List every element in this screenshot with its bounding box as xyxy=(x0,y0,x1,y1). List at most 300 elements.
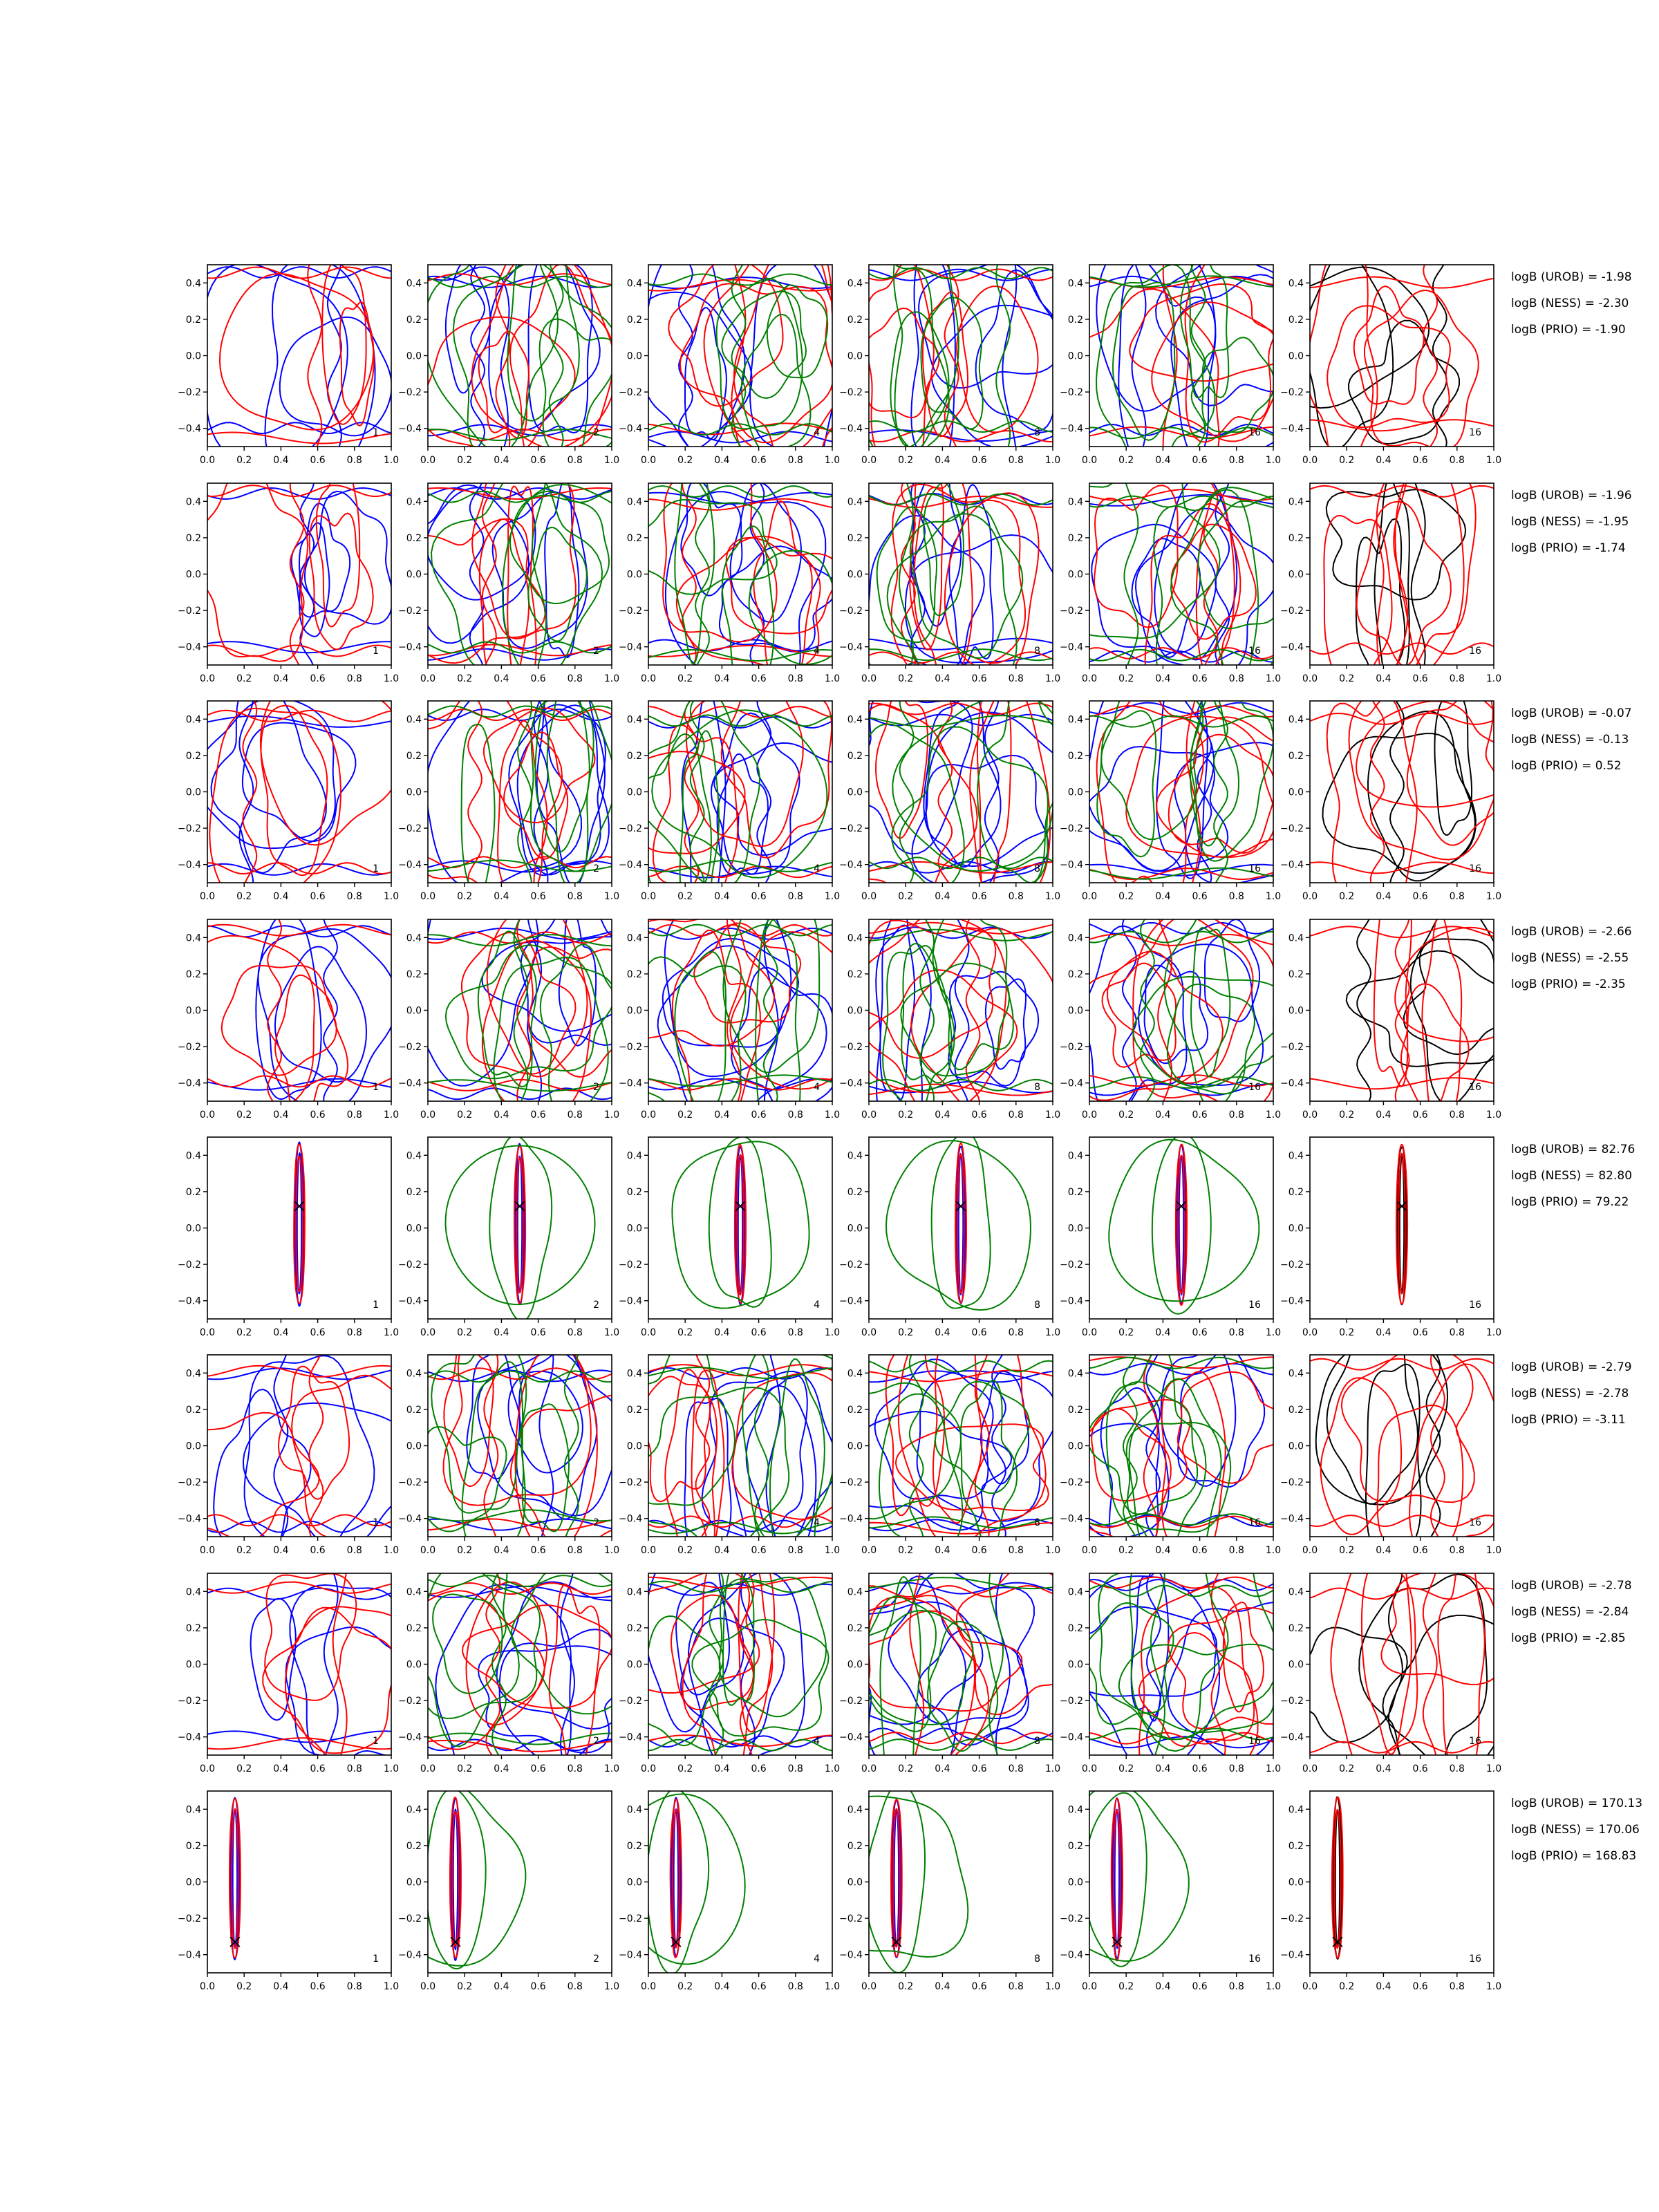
panel-r3-c4 xyxy=(839,653,1077,926)
y-tick-label: 0.2 xyxy=(406,1622,422,1634)
blue-contour xyxy=(976,270,1059,431)
y-tick-label: 0.0 xyxy=(1067,1877,1083,1888)
panel-label: 1 xyxy=(373,1736,379,1747)
y-tick-label: 0.4 xyxy=(185,1150,201,1162)
y-tick-label: 0.2 xyxy=(185,750,201,762)
y-tick-label: −0.2 xyxy=(1060,1259,1083,1271)
x-tick-label: 0.8 xyxy=(346,1109,362,1121)
y-tick-label: −0.2 xyxy=(398,1913,422,1925)
green-contour xyxy=(869,1739,1053,1750)
x-tick-label: 0.4 xyxy=(935,1981,950,1992)
panel-label: 8 xyxy=(1034,1517,1040,1528)
y-tick-label: 0.4 xyxy=(847,1150,863,1162)
x-tick-label: 0.6 xyxy=(971,1763,987,1774)
blue-contour xyxy=(500,1629,639,1764)
y-tick-label: −0.2 xyxy=(398,823,422,835)
y-tick-label: −0.2 xyxy=(1280,1477,1304,1489)
x-tick-label: 0.2 xyxy=(898,455,914,466)
y-tick-label: 0.4 xyxy=(1067,1150,1083,1162)
y-tick-label: 0.2 xyxy=(1288,750,1304,762)
y-tick-label: 0.4 xyxy=(406,1804,422,1816)
blue-contour xyxy=(876,925,931,1134)
x-tick-label: 0.2 xyxy=(1339,1109,1355,1121)
panel-label: 8 xyxy=(1034,1300,1040,1311)
contour-lines xyxy=(229,1798,241,1960)
blue-contour xyxy=(1132,538,1201,657)
panel-r6-c3 xyxy=(619,1333,873,1591)
x-tick-label: 0.4 xyxy=(494,1545,509,1556)
x-tick-label: 0.2 xyxy=(236,1981,252,1992)
x-tick-label: 0.6 xyxy=(310,891,326,902)
y-tick-label: −0.2 xyxy=(839,387,863,399)
panel-r8-c2 xyxy=(389,1780,619,1992)
x-tick-label: 1.0 xyxy=(1485,1981,1502,1992)
x-tick-label: 1.0 xyxy=(1044,1109,1061,1121)
x-tick-label: 1.0 xyxy=(603,1545,620,1556)
y-tick-label: 0.0 xyxy=(847,787,863,798)
y-tick-label: 0.0 xyxy=(406,1223,422,1235)
x-tick-label: 0.6 xyxy=(530,1327,546,1338)
x-tick-label: 0.6 xyxy=(751,673,767,684)
x-tick-label: 1.0 xyxy=(383,1327,400,1338)
panel-label: 1 xyxy=(373,646,379,657)
x-tick-label: 0.4 xyxy=(273,1981,289,1992)
x-tick-label: 0.2 xyxy=(236,1109,252,1121)
x-tick-label: 0.2 xyxy=(898,1545,914,1556)
x-tick-label: 1.0 xyxy=(1485,1109,1502,1121)
y-tick-label: −0.4 xyxy=(1280,1732,1304,1743)
y-tick-label: −0.4 xyxy=(1280,1949,1304,1961)
red-contour xyxy=(207,863,391,874)
blue-contour xyxy=(305,491,393,624)
x-tick-label: 1.0 xyxy=(1044,1981,1061,1992)
x-tick-label: 0.4 xyxy=(714,455,730,466)
y-tick-label: 0.0 xyxy=(1288,1005,1304,1017)
y-tick-label: 0.4 xyxy=(1067,714,1083,726)
panel-label: 2 xyxy=(593,427,599,438)
y-tick-label: 0.4 xyxy=(847,1368,863,1380)
panel-label: 1 xyxy=(373,1082,379,1093)
x-tick-label: 0.0 xyxy=(420,1109,436,1121)
black-contour xyxy=(1335,1810,1340,1945)
panel-r3-c3 xyxy=(619,655,865,930)
y-tick-label: 0.2 xyxy=(1067,314,1083,326)
y-tick-label: −0.4 xyxy=(839,859,863,871)
x-tick-label: 0.8 xyxy=(1008,1545,1024,1556)
red-contour xyxy=(1310,1588,1494,1600)
x-tick-label: 0.8 xyxy=(1449,1327,1465,1338)
x-tick-label: 0.8 xyxy=(567,455,583,466)
x-tick-label: 0.4 xyxy=(273,673,289,684)
x-tick-label: 0.4 xyxy=(1155,673,1171,684)
y-tick-label: 0.2 xyxy=(1288,1840,1304,1852)
axes-frame xyxy=(207,701,391,883)
x-tick-label: 0.0 xyxy=(1302,891,1318,902)
panel-r2-c2 xyxy=(395,442,659,707)
x-tick-label: 1.0 xyxy=(383,1981,400,1992)
x-tick-label: 0.4 xyxy=(935,891,950,902)
x-tick-label: 0.2 xyxy=(677,1545,693,1556)
x-tick-label: 1.0 xyxy=(1044,673,1061,684)
y-tick-label: 0.4 xyxy=(1288,1150,1304,1162)
x-tick-label: 0.0 xyxy=(199,891,216,902)
x-tick-label: 0.2 xyxy=(236,1763,252,1774)
green-contour xyxy=(1151,1573,1165,1755)
x-tick-label: 0.8 xyxy=(1449,1545,1465,1556)
x-tick-label: 0.0 xyxy=(1302,1545,1318,1556)
y-tick-label: 0.0 xyxy=(626,1877,642,1888)
x-tick-label: 1.0 xyxy=(1485,455,1502,466)
y-tick-label: 0.2 xyxy=(406,532,422,544)
y-tick-label: 0.4 xyxy=(847,496,863,508)
blue-contour xyxy=(204,263,348,467)
y-tick-label: 0.2 xyxy=(847,1186,863,1198)
y-tick-label: 0.2 xyxy=(1067,968,1083,980)
y-tick-label: −0.2 xyxy=(619,823,642,835)
x-tick-label: 0.2 xyxy=(457,1545,473,1556)
y-tick-label: −0.4 xyxy=(1060,859,1083,871)
x-tick-label: 1.0 xyxy=(1265,455,1282,466)
panel-label: 2 xyxy=(593,646,599,657)
panel-r8-c6 xyxy=(1280,1791,1501,1992)
panel-label: 4 xyxy=(814,1736,820,1747)
red-contour xyxy=(1091,1400,1190,1501)
x-tick-label: 1.0 xyxy=(603,455,620,466)
y-tick-label: 0.0 xyxy=(185,1441,201,1452)
y-tick-label: 0.0 xyxy=(626,787,642,798)
y-tick-label: 0.4 xyxy=(847,1804,863,1816)
black-contour xyxy=(1357,919,1371,1101)
y-tick-label: 0.4 xyxy=(626,714,642,726)
y-tick-label: 0.2 xyxy=(1067,1404,1083,1416)
panel-r5-c4 xyxy=(839,1132,1060,1338)
x-tick-label: 0.8 xyxy=(567,1327,583,1338)
axes-frame xyxy=(207,1355,391,1537)
logb-annotation: logB (UROB) = 82.76 xyxy=(1511,1143,1635,1156)
x-tick-label: 0.8 xyxy=(1228,1109,1244,1121)
contour-lines xyxy=(1396,1145,1407,1305)
red-contour xyxy=(977,653,1011,901)
blue-contour xyxy=(561,1573,574,1755)
panel-label: 16 xyxy=(1248,1300,1261,1311)
logb-annotation: logB (PRIO) = 79.22 xyxy=(1511,1195,1629,1209)
red-contour xyxy=(1422,913,1461,1120)
panel-r6-c4 xyxy=(832,1313,1060,1556)
logb-annotation: logB (NESS) = -2.84 xyxy=(1511,1605,1629,1619)
contour-lines xyxy=(294,1143,305,1306)
x-tick-label: 0.4 xyxy=(1155,1763,1171,1774)
panel-r7-c5 xyxy=(1042,1530,1309,1801)
y-tick-label: 0.4 xyxy=(185,1586,201,1598)
y-tick-label: −0.4 xyxy=(398,1732,422,1743)
x-tick-label: 0.6 xyxy=(1412,1327,1428,1338)
x-tick-label: 1.0 xyxy=(383,1109,400,1121)
x-tick-label: 0.2 xyxy=(1339,1327,1355,1338)
panel-r8-c3 xyxy=(600,1789,841,1992)
x-tick-label: 0.6 xyxy=(1192,1981,1208,1992)
black-contour xyxy=(1305,251,1393,449)
x-tick-label: 0.2 xyxy=(457,673,473,684)
y-tick-label: 0.2 xyxy=(185,968,201,980)
y-tick-label: −0.4 xyxy=(1280,1078,1304,1089)
panel-label: 16 xyxy=(1469,1517,1481,1528)
contour-lines xyxy=(194,453,393,665)
contour-lines xyxy=(886,1132,1031,1310)
green-contour xyxy=(717,279,803,429)
red-contour xyxy=(1395,928,1529,1042)
panel-label: 1 xyxy=(373,1300,379,1311)
panel-r7-c2 xyxy=(379,1529,652,1810)
panel-r2-c5 xyxy=(1053,438,1310,719)
y-tick-label: 0.4 xyxy=(406,496,422,508)
green-contour xyxy=(749,551,846,665)
red-contour xyxy=(1362,1539,1412,1754)
x-tick-label: 0.2 xyxy=(457,1763,473,1774)
panel-r3-c6 xyxy=(1280,655,1519,913)
x-tick-label: 0.8 xyxy=(1228,1763,1244,1774)
green-contour xyxy=(428,1734,612,1745)
x-tick-label: 0.6 xyxy=(751,1327,767,1338)
red-contour xyxy=(673,930,760,1124)
x-tick-label: 0.0 xyxy=(861,1763,877,1774)
blue-contour xyxy=(324,919,337,1101)
x-tick-label: 1.0 xyxy=(824,1327,841,1338)
panel-label: 1 xyxy=(373,427,379,438)
x-tick-label: 0.4 xyxy=(714,673,730,684)
x-tick-label: 0.8 xyxy=(1449,891,1465,902)
contour-lines xyxy=(418,1327,644,1612)
red-contour xyxy=(1310,1742,1494,1753)
contour-lines xyxy=(204,259,392,475)
y-tick-label: −0.4 xyxy=(398,859,422,871)
contour-lines xyxy=(624,655,865,930)
panel-label: 16 xyxy=(1469,1082,1481,1093)
blue-contour xyxy=(926,713,1077,867)
y-tick-label: −0.2 xyxy=(1060,1477,1083,1489)
panel-label: 16 xyxy=(1469,427,1481,438)
x-tick-label: 0.4 xyxy=(273,1545,289,1556)
contour-lines xyxy=(672,1136,809,1308)
y-tick-label: −0.4 xyxy=(619,1513,642,1525)
panel-label: 16 xyxy=(1248,1517,1261,1528)
x-tick-label: 0.2 xyxy=(236,455,252,466)
x-tick-label: 0.4 xyxy=(714,1545,730,1556)
logb-annotation: logB (UROB) = -2.66 xyxy=(1511,925,1632,939)
x-tick-label: 0.6 xyxy=(971,1545,987,1556)
x-tick-label: 0.4 xyxy=(1376,455,1391,466)
panel-r3-c1 xyxy=(178,676,404,913)
x-tick-label: 0.4 xyxy=(714,1327,730,1338)
axes-frame xyxy=(869,1573,1053,1755)
x-tick-label: 0.6 xyxy=(1412,1981,1428,1992)
blue-contour xyxy=(1123,919,1136,1101)
x-tick-label: 0.0 xyxy=(640,1109,657,1121)
green-contour xyxy=(1199,501,1293,629)
x-tick-label: 0.8 xyxy=(1008,455,1024,466)
x-tick-label: 0.0 xyxy=(861,1981,877,1992)
x-tick-label: 0.4 xyxy=(1376,673,1391,684)
x-tick-label: 0.6 xyxy=(751,455,767,466)
green-contour xyxy=(1154,489,1258,702)
red-contour xyxy=(1409,1365,1511,1557)
green-contour xyxy=(407,1564,540,1718)
panel-r8-c4 xyxy=(830,1783,1060,1992)
y-tick-label: 0.4 xyxy=(1288,278,1304,290)
x-tick-label: 1.0 xyxy=(603,1109,620,1121)
x-tick-label: 0.0 xyxy=(1081,1545,1098,1556)
x-tick-label: 0.2 xyxy=(1339,891,1355,902)
panel-label: 2 xyxy=(593,1953,599,1965)
y-tick-label: −0.2 xyxy=(398,1259,422,1271)
panel-r6-c5 xyxy=(1060,1346,1291,1564)
panel-r2-c3 xyxy=(619,451,846,711)
blue-contour xyxy=(869,430,1053,441)
y-tick-label: 0.2 xyxy=(626,1404,642,1416)
y-tick-label: 0.4 xyxy=(185,1804,201,1816)
panel-r6-c1 xyxy=(169,1355,420,1571)
green-contour xyxy=(723,886,819,1073)
red-contour xyxy=(207,485,391,496)
black-contour xyxy=(1366,1365,1421,1557)
x-tick-label: 0.4 xyxy=(494,673,509,684)
green-contour xyxy=(977,674,1065,883)
x-tick-label: 0.6 xyxy=(751,1109,767,1121)
panel-r5-c1 xyxy=(178,1137,399,1338)
green-contour xyxy=(910,506,1023,658)
black-contour xyxy=(1327,1313,1418,1504)
y-tick-label: −0.2 xyxy=(839,1913,863,1925)
y-tick-label: −0.2 xyxy=(1060,606,1083,617)
y-tick-label: −0.4 xyxy=(1060,1295,1083,1307)
x-tick-label: 0.4 xyxy=(273,1327,289,1338)
y-tick-label: 0.2 xyxy=(847,314,863,326)
green-contour xyxy=(869,1361,1053,1372)
y-tick-label: −0.2 xyxy=(619,1696,642,1707)
y-tick-label: 0.4 xyxy=(847,1586,863,1598)
y-tick-label: 0.0 xyxy=(1067,1659,1083,1671)
panel-label: 16 xyxy=(1248,863,1261,874)
red-contour xyxy=(1310,420,1494,431)
y-tick-label: −0.2 xyxy=(1060,823,1083,835)
contour-lines xyxy=(852,221,1084,494)
x-tick-label: 0.8 xyxy=(787,891,803,902)
x-tick-label: 0.4 xyxy=(1155,1327,1171,1338)
y-tick-label: −0.4 xyxy=(619,1078,642,1089)
y-tick-label: −0.2 xyxy=(619,1477,642,1489)
y-tick-label: 0.0 xyxy=(626,350,642,362)
y-tick-label: −0.4 xyxy=(619,1949,642,1961)
x-tick-label: 0.4 xyxy=(1155,891,1171,902)
axes-frame xyxy=(1310,483,1494,665)
x-tick-label: 0.2 xyxy=(457,891,473,902)
green-contour xyxy=(462,724,495,899)
y-tick-label: −0.2 xyxy=(1060,1042,1083,1053)
y-tick-label: 0.4 xyxy=(406,1150,422,1162)
panel-label: 4 xyxy=(814,1300,820,1311)
y-tick-label: 0.4 xyxy=(1067,1804,1083,1816)
y-tick-label: −0.2 xyxy=(839,823,863,835)
x-tick-label: 0.8 xyxy=(1008,891,1024,902)
panel-r2-c4 xyxy=(839,449,1081,693)
panel-r1-c1 xyxy=(178,259,399,475)
x-tick-label: 0.0 xyxy=(420,1545,436,1556)
x-tick-label: 1.0 xyxy=(824,1981,841,1992)
blue-contour xyxy=(411,888,538,1086)
y-tick-label: 0.2 xyxy=(626,968,642,980)
x-tick-label: 0.8 xyxy=(346,1763,362,1774)
y-tick-label: 0.4 xyxy=(1067,1368,1083,1380)
x-tick-label: 0.2 xyxy=(1118,673,1134,684)
blue-contour xyxy=(1179,1156,1184,1295)
y-tick-label: −0.2 xyxy=(619,1259,642,1271)
x-tick-label: 0.6 xyxy=(1192,455,1208,466)
blue-contour xyxy=(1115,1810,1119,1948)
x-tick-label: 0.8 xyxy=(1008,1763,1024,1774)
x-tick-label: 0.6 xyxy=(971,1109,987,1121)
panel-label: 4 xyxy=(814,1082,820,1093)
x-tick-label: 0.6 xyxy=(310,673,326,684)
x-tick-label: 0.4 xyxy=(1376,1763,1391,1774)
blue-contour xyxy=(731,968,839,1115)
contour-lines xyxy=(613,1530,832,1783)
axes-frame xyxy=(428,701,612,883)
y-tick-label: 0.0 xyxy=(1288,1223,1304,1235)
y-tick-label: 0.0 xyxy=(847,569,863,581)
green-contour xyxy=(540,319,626,453)
panel-label: 16 xyxy=(1248,1953,1261,1965)
y-tick-label: −0.2 xyxy=(1060,1913,1083,1925)
x-tick-label: 0.6 xyxy=(1192,891,1208,902)
green-contour xyxy=(1098,1543,1228,1751)
x-tick-label: 0.0 xyxy=(1302,455,1318,466)
x-tick-label: 0.6 xyxy=(310,1763,326,1774)
panel-label: 1 xyxy=(373,1517,379,1528)
x-tick-label: 0.8 xyxy=(1008,1327,1024,1338)
green-contour xyxy=(428,1510,612,1521)
x-tick-label: 0.6 xyxy=(530,455,546,466)
y-tick-label: 0.0 xyxy=(847,1223,863,1235)
x-tick-label: 0.0 xyxy=(1081,1981,1098,1992)
x-tick-label: 0.6 xyxy=(530,1109,546,1121)
x-tick-label: 0.6 xyxy=(1412,1109,1428,1121)
x-tick-label: 1.0 xyxy=(1485,1763,1502,1774)
panel-label: 2 xyxy=(593,1300,599,1311)
x-tick-label: 0.0 xyxy=(199,1109,216,1121)
x-tick-label: 0.0 xyxy=(1302,1109,1318,1121)
y-tick-label: 0.0 xyxy=(626,1223,642,1235)
y-tick-label: −0.4 xyxy=(1060,1732,1083,1743)
y-tick-label: 0.0 xyxy=(406,1877,422,1888)
x-tick-label: 0.2 xyxy=(1118,455,1134,466)
y-tick-label: −0.4 xyxy=(1060,1949,1083,1961)
x-tick-label: 0.8 xyxy=(567,1545,583,1556)
y-tick-label: 0.4 xyxy=(847,278,863,290)
y-tick-label: −0.2 xyxy=(839,1477,863,1489)
y-tick-label: 0.0 xyxy=(1288,350,1304,362)
y-tick-label: −0.2 xyxy=(178,1696,201,1707)
y-tick-label: 0.0 xyxy=(185,1877,201,1888)
x-tick-label: 0.4 xyxy=(714,1981,730,1992)
y-tick-label: −0.4 xyxy=(619,859,642,871)
y-tick-label: −0.4 xyxy=(398,641,422,653)
y-tick-label: 0.2 xyxy=(1067,1840,1083,1852)
blue-contour xyxy=(233,1810,237,1947)
panel-r3-c2 xyxy=(388,658,619,926)
panel-r8-c1 xyxy=(178,1791,399,1992)
x-tick-label: 0.6 xyxy=(971,1981,987,1992)
x-tick-label: 1.0 xyxy=(1265,1763,1282,1774)
x-tick-label: 0.0 xyxy=(640,1981,657,1992)
